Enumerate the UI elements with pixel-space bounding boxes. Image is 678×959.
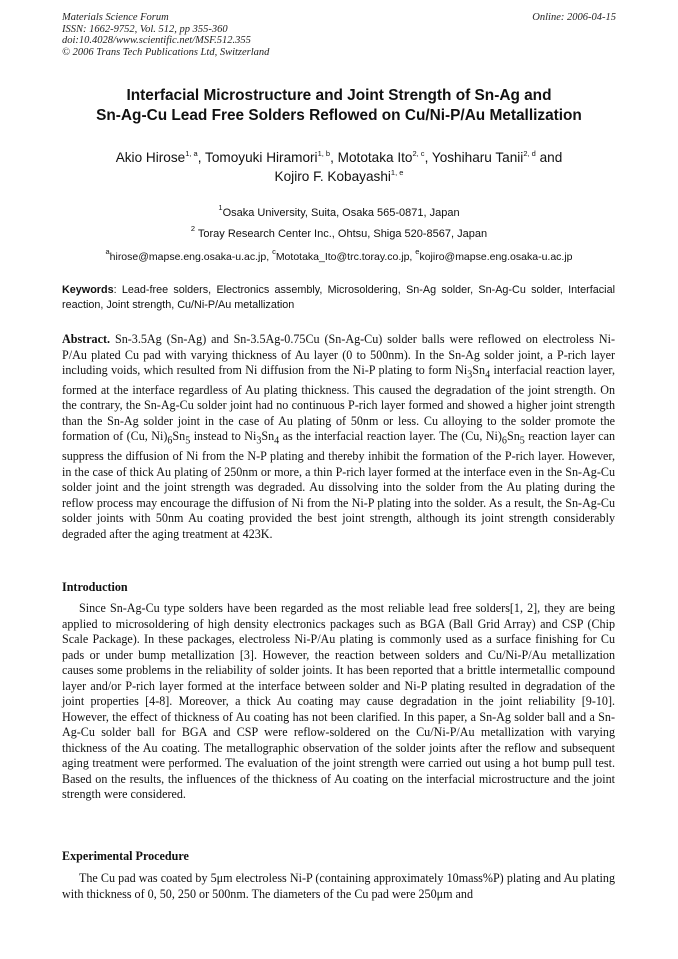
abstract-text: Sn-3.5Ag (Sn-Ag) and Sn-3.5Ag-0.75Cu (Sn-Ag-Cu) solder balls were reflowed on electroless Ni-P/Au plated Cu pad with varying thickness of Au layer (0 to 500nm). In the Sn-Ag solder joint, a P-rich layer including voids, which resulted from Ni diffusion from the Ni-P plating to form Ni [62, 332, 615, 377]
abstract-text: Sn [261, 429, 275, 444]
affiliation-mark: 2 [190, 224, 196, 233]
paper-title [40, 86, 638, 126]
author-name: Yoshiharu Tanii [431, 150, 524, 165]
author-emails [40, 247, 638, 264]
affiliation-text: Osaka University, Suita, Osaka 565-0871, Japan [222, 207, 460, 219]
subscript: 3 [467, 369, 473, 381]
title-line-1: Interfacial Microstructure and Joint Strength of Sn-Ag and [126, 87, 552, 104]
author-affiliation-mark: 2, d [523, 149, 536, 158]
author-name: Akio Hirose [115, 150, 186, 165]
affiliation-mark: 1 [218, 203, 223, 212]
email-link[interactable]: Mototaka_Ito@trc.toray.co.jp, [275, 251, 416, 263]
subscript: 4 [485, 369, 491, 381]
abstract-text: Sn [506, 429, 520, 444]
author-separator: , [330, 150, 338, 165]
email-link[interactable]: hirose@mapse.eng.osaka-u.ac.jp, [109, 251, 273, 263]
author-separator: , [197, 150, 206, 165]
abstract [62, 332, 615, 542]
experimental-heading: Experimental Procedure [62, 849, 189, 863]
affiliation-text: Toray Research Center Inc., Ohtsu, Shiga 520-8567, Japan [195, 228, 488, 240]
email-mark: e [415, 247, 420, 256]
title-line-2: Sn-Ag-Cu Lead Free Solders Reflowed on Cu/Ni-P/Au Metallization [96, 107, 582, 124]
author-name: Tomoyuki Hiramori [205, 150, 318, 165]
author-name: Kojiro F. Kobayashi [274, 169, 391, 184]
affiliation-2 [40, 224, 638, 241]
journal-copyright: © 2006 Trans Tech Publications Ltd, Switzerland [62, 46, 270, 58]
introduction-paragraph: Since Sn-Ag-Cu type solders have been regarded as the most reliable lead free solders[1, 2], they are being applied to microsoldering of high density electronics packages such as BGA (Ball Grid Array) and CSP (Chip Scale Package). In these packages, electroless Ni-P/Au plating is commonly used as a surface finishing for Cu pads or under bump metallization [3]. However, the reaction between solders and Cu/Ni-P/Au metallization causes some problems in the reliability of solder joints. It has been reported that a brittle intermetallic compound layer and/or P-rich layer formed at the interface between solder and Ni-P plating resulted in degradation of the joint properties [4-8]. Moreover, a thick Au coating may cause degradation in the joint reliability [9-10]. However, the effect of thickness of Au coating has not been clarified. In this paper, a Sn-Ag solder ball and a Sn-Ag-Cu solder ball for BGA and CSP were reflow-soldered on the Cu/Ni-P/Au metallization with varying thickness of the Au coating. The metallographic observation of the solder joints after the reflow and subsequent aging treatment were performed. The evaluation of the joint strength were carried out using a hot bump pull test. Based on the results, the influences of the thickness of Au coating on the interfacial microstructure and the joint strength were considered. [62, 601, 615, 801]
introduction-heading: Introduction [62, 580, 128, 594]
subscript: 6 [167, 435, 173, 447]
subscript: 5 [519, 435, 525, 447]
journal-header [62, 12, 269, 58]
online-date: Online: 2006-04-15 [532, 12, 616, 23]
abstract-text: reaction layer can suppress the diffusion of Ni from the N-P plating and thereby inhibit the formation of the P-rich layer. However, in the case of thick Au plating of 250nm or more, a thin P-rich layer formed at the interface even in the Sn-Ag-Cu solder joint and the joint strength was degraded. Au dissolving into the solder from the Au plating during the reflow process may encourage the diffusion of Ni from the Ni-P plating into the solder. As a result, the Sn-Ag-Cu solder joints with 50nm Au coating provided the best joint strength, although its joint strength considerably degraded after the aging treatment at 423K. [62, 429, 616, 541]
email-mark: a [105, 247, 110, 256]
affiliation-1 [40, 203, 638, 220]
subscript: 3 [256, 435, 262, 447]
author-affiliation-mark: 1, a [185, 149, 198, 158]
abstract-text: as the interfacial reaction layer. The (Cu, Ni) [279, 429, 502, 444]
abstract-text: interfacial reaction layer, formed at the interface regardless of Au plating thickness. This caused the degradation of the joint strength. On the contrary, the Sn-Ag-Cu solder joint had no continuous P-rich layer formed and showed a higher joint strength than the Sn-Ag solder joint in the case of Au plating of 50nm or less. Cu alloying to the solder promote the formation of (Cu, Ni) [62, 363, 615, 444]
author-affiliation-mark: 2, c [412, 149, 425, 158]
author-list [40, 148, 638, 186]
experimental-paragraph: The Cu pad was coated by 5μm electroless Ni-P (containing approximately 10mass%P) plating and Au plating with thickness of 0, 50, 250 or 500nm. The diameters of the Cu pad were 250μm and [62, 871, 615, 901]
author-affiliation-mark: 1, e [390, 168, 404, 177]
abstract-text: instead to Ni [190, 429, 257, 444]
author-separator: , [424, 150, 432, 165]
keywords-text: : Lead-free solders, Electronics assembly, Microsoldering, Sn-Ag solder, Sn-Ag-Cu solder, Interfacial reaction, Joint strength, Cu/Ni-P/Au metallization [62, 284, 615, 311]
subscript: 5 [185, 435, 191, 447]
keywords-label: Keywords [62, 284, 114, 296]
subscript: 6 [501, 435, 507, 447]
abstract-label: Abstract. [62, 332, 111, 346]
author-name: Mototaka Ito [337, 150, 413, 165]
journal-doi: doi:10.4028/www.scientific.net/MSF.512.355 [62, 35, 251, 46]
subscript: 4 [274, 435, 280, 447]
author-affiliation-mark: 1, b [317, 149, 331, 158]
email-link[interactable]: kojiro@mapse.eng.osaka-u.ac.jp [419, 251, 573, 263]
abstract-text: Sn [172, 429, 186, 444]
journal-name: Materials Science Forum [62, 12, 169, 23]
journal-issn: ISSN: 1662-9752, Vol. 512, pp 355-360 [62, 23, 228, 35]
keywords [62, 283, 615, 312]
author-separator: and [535, 150, 563, 165]
abstract-text: Sn [472, 363, 486, 377]
email-mark: c [272, 247, 276, 256]
